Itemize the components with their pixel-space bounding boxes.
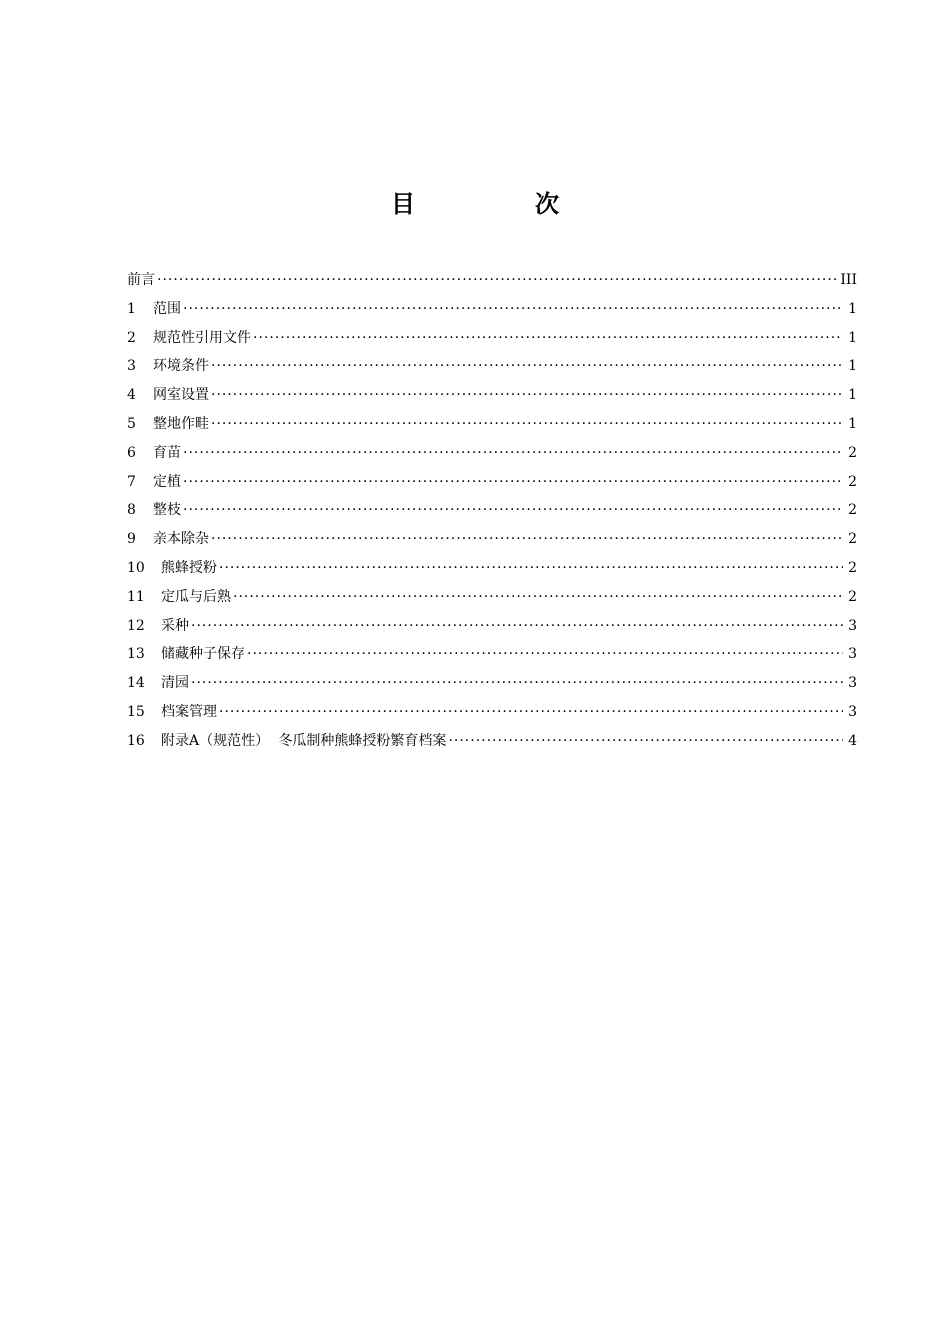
toc-leader-dots bbox=[157, 266, 836, 295]
page-title: 目 次 bbox=[391, 190, 607, 218]
toc-entry-12[interactable] bbox=[127, 612, 857, 641]
toc-entry-number: 10 bbox=[127, 559, 145, 576]
toc-entry-text: 育苗 bbox=[153, 444, 181, 461]
toc-entry-number: 3 bbox=[127, 358, 136, 375]
toc-entry-page: 1 bbox=[848, 415, 857, 432]
toc-entry-number: 16 bbox=[127, 732, 145, 749]
toc-entry-text: 前言 bbox=[127, 272, 155, 288]
toc-entry-number: 5 bbox=[127, 415, 136, 432]
toc-entry-7[interactable] bbox=[127, 468, 857, 497]
toc-entry-page: 2 bbox=[848, 588, 857, 605]
toc-entry-page: 3 bbox=[848, 617, 857, 634]
toc-leader-dots bbox=[183, 295, 843, 324]
toc-entry-text: 环境条件 bbox=[153, 358, 209, 375]
toc-entry-9[interactable] bbox=[127, 525, 857, 554]
toc-leader-dots bbox=[211, 410, 843, 439]
toc-entry-number: 14 bbox=[127, 675, 145, 692]
toc-entry-text: 附录A（规范性） bbox=[161, 732, 270, 749]
toc-entry-text: 定植 bbox=[153, 473, 181, 490]
toc-entry-10[interactable] bbox=[127, 554, 857, 583]
toc-entry-number: 6 bbox=[127, 444, 136, 461]
toc-entry-page: III bbox=[840, 272, 857, 288]
toc-entry-number: 7 bbox=[127, 473, 136, 490]
toc-entry-text: 采种 bbox=[161, 617, 189, 634]
toc-entry-page: 1 bbox=[848, 300, 857, 317]
toc-entry-number: 11 bbox=[127, 588, 145, 605]
toc-entry-page: 1 bbox=[848, 329, 857, 346]
toc-entry-8[interactable] bbox=[127, 496, 857, 525]
toc-entry-15[interactable] bbox=[127, 698, 857, 727]
toc-leader-dots bbox=[211, 381, 843, 410]
toc-entry-text: 定瓜与后熟 bbox=[161, 588, 231, 605]
toc-entry-number: 13 bbox=[127, 646, 145, 663]
toc-entry-page: 3 bbox=[848, 646, 857, 663]
toc-entry-number: 4 bbox=[127, 387, 136, 404]
toc-entry-text: 整枝 bbox=[153, 502, 181, 519]
toc-entry-number: 15 bbox=[127, 703, 145, 720]
toc-entry-number: 2 bbox=[127, 329, 136, 346]
toc-entry-foreword[interactable] bbox=[127, 266, 857, 295]
toc-entry-text: 范围 bbox=[153, 300, 181, 317]
toc-leader-dots bbox=[253, 324, 843, 353]
toc-entry-text: 整地作畦 bbox=[153, 415, 209, 432]
toc-entry-text: 规范性引用文件 bbox=[153, 329, 251, 346]
toc-leader-dots bbox=[183, 496, 843, 525]
toc-entry-page: 3 bbox=[848, 703, 857, 720]
toc-entry-page: 2 bbox=[848, 473, 857, 490]
toc-entry-text: 网室设置 bbox=[153, 387, 209, 404]
toc-entry-6[interactable] bbox=[127, 439, 857, 468]
toc-entry-number: 8 bbox=[127, 502, 136, 519]
toc-leader-dots bbox=[191, 669, 843, 698]
toc-entry-subtitle: 冬瓜制种熊蜂授粉繁育档案 bbox=[278, 732, 447, 749]
toc-entry-5[interactable] bbox=[127, 410, 857, 439]
toc-entry-page: 2 bbox=[848, 531, 857, 548]
toc-leader-dots bbox=[233, 583, 843, 612]
toc-entry-text: 亲本除杂 bbox=[153, 531, 209, 548]
toc-entry-number: 1 bbox=[127, 300, 136, 317]
toc-entry-page: 4 bbox=[848, 732, 857, 749]
toc-entry-page: 1 bbox=[848, 387, 857, 404]
toc-leader-dots bbox=[211, 352, 843, 381]
table-of-contents bbox=[127, 266, 857, 756]
toc-leader-dots bbox=[219, 554, 843, 583]
toc-entry-number: 12 bbox=[127, 617, 145, 634]
toc-leader-dots bbox=[191, 612, 843, 641]
toc-leader-dots bbox=[247, 640, 843, 669]
toc-leader-dots bbox=[183, 439, 843, 468]
toc-entry-13[interactable] bbox=[127, 640, 857, 669]
toc-entry-16[interactable] bbox=[127, 727, 857, 756]
toc-leader-dots bbox=[219, 698, 843, 727]
toc-entry-2[interactable] bbox=[127, 324, 857, 353]
toc-entry-text: 储藏种子保存 bbox=[161, 646, 245, 663]
toc-entry-text: 清园 bbox=[161, 675, 189, 692]
toc-entry-page: 2 bbox=[848, 444, 857, 461]
toc-entry-4[interactable] bbox=[127, 381, 857, 410]
toc-entry-11[interactable] bbox=[127, 583, 857, 612]
toc-entry-page: 2 bbox=[848, 559, 857, 576]
toc-entry-page: 1 bbox=[848, 358, 857, 375]
toc-entry-text: 熊蜂授粉 bbox=[161, 559, 217, 576]
toc-entry-1[interactable] bbox=[127, 295, 857, 324]
toc-leader-dots bbox=[211, 525, 843, 554]
toc-leader-dots bbox=[183, 468, 843, 497]
toc-entry-page: 3 bbox=[848, 675, 857, 692]
toc-entry-text: 档案管理 bbox=[161, 703, 217, 720]
toc-leader-dots bbox=[448, 727, 843, 756]
toc-entry-14[interactable] bbox=[127, 669, 857, 698]
toc-entry-3[interactable] bbox=[127, 352, 857, 381]
toc-entry-page: 2 bbox=[848, 502, 857, 519]
toc-entry-number: 9 bbox=[127, 531, 136, 548]
